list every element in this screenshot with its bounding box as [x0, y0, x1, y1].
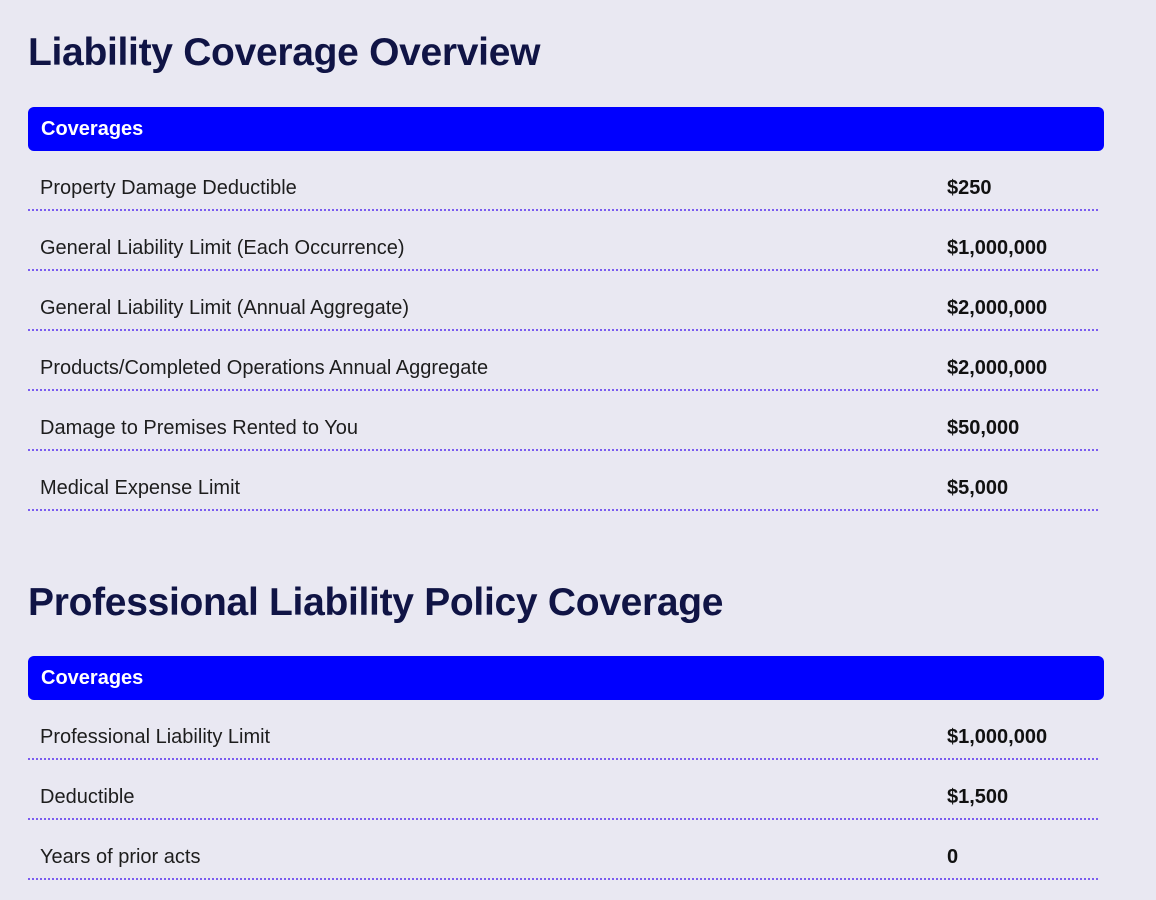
coverage-row-years-of-prior-acts [28, 820, 1098, 880]
coverage-label: Damage to Premises Rented to You [40, 417, 358, 439]
coverage-value: $5,000 [947, 477, 1009, 499]
professional-liability-section [28, 574, 1104, 880]
coverage-label: Deductible [40, 786, 135, 808]
coverage-row-general-liability-each-occurrence [28, 211, 1098, 271]
coverage-label: Property Damage Deductible [40, 177, 297, 199]
professional-coverages-header: Coverages [28, 656, 1104, 700]
liability-coverages-table [28, 151, 1098, 511]
liability-coverage-title: Liability Coverage Overview [28, 31, 541, 74]
coverage-row-general-liability-annual-aggregate [28, 271, 1098, 331]
liability-coverage-section [28, 24, 1104, 511]
liability-coverages-header: Coverages [28, 107, 1104, 151]
coverage-value: $2,000,000 [947, 297, 1048, 319]
coverage-value: $1,000,000 [947, 726, 1048, 748]
coverage-label: Medical Expense Limit [40, 477, 241, 499]
coverage-label: General Liability Limit (Annual Aggregate) [40, 297, 410, 319]
coverage-label: Years of prior acts [40, 846, 201, 868]
coverage-label: Professional Liability Limit [40, 726, 271, 748]
coverage-value: $1,500 [947, 786, 1009, 808]
coverage-label: General Liability Limit (Each Occurrence) [40, 237, 405, 259]
coverage-value: $50,000 [947, 417, 1020, 439]
coverage-row-property-damage-deductible [28, 151, 1098, 211]
professional-coverages-table [28, 700, 1098, 880]
coverage-value: $1,000,000 [947, 237, 1048, 259]
coverage-row-medical-expense-limit [28, 451, 1098, 511]
coverage-value: 0 [947, 846, 959, 868]
professional-liability-title: Professional Liability Policy Coverage [28, 581, 724, 624]
coverage-row-damage-to-premises [28, 391, 1098, 451]
coverage-value: $2,000,000 [947, 357, 1048, 379]
coverage-row-deductible [28, 760, 1098, 820]
coverage-label: Products/Completed Operations Annual Aggregate [40, 357, 489, 379]
coverage-row-products-completed-operations [28, 331, 1098, 391]
coverage-row-professional-liability-limit [28, 700, 1098, 760]
coverage-value: $250 [947, 177, 992, 199]
